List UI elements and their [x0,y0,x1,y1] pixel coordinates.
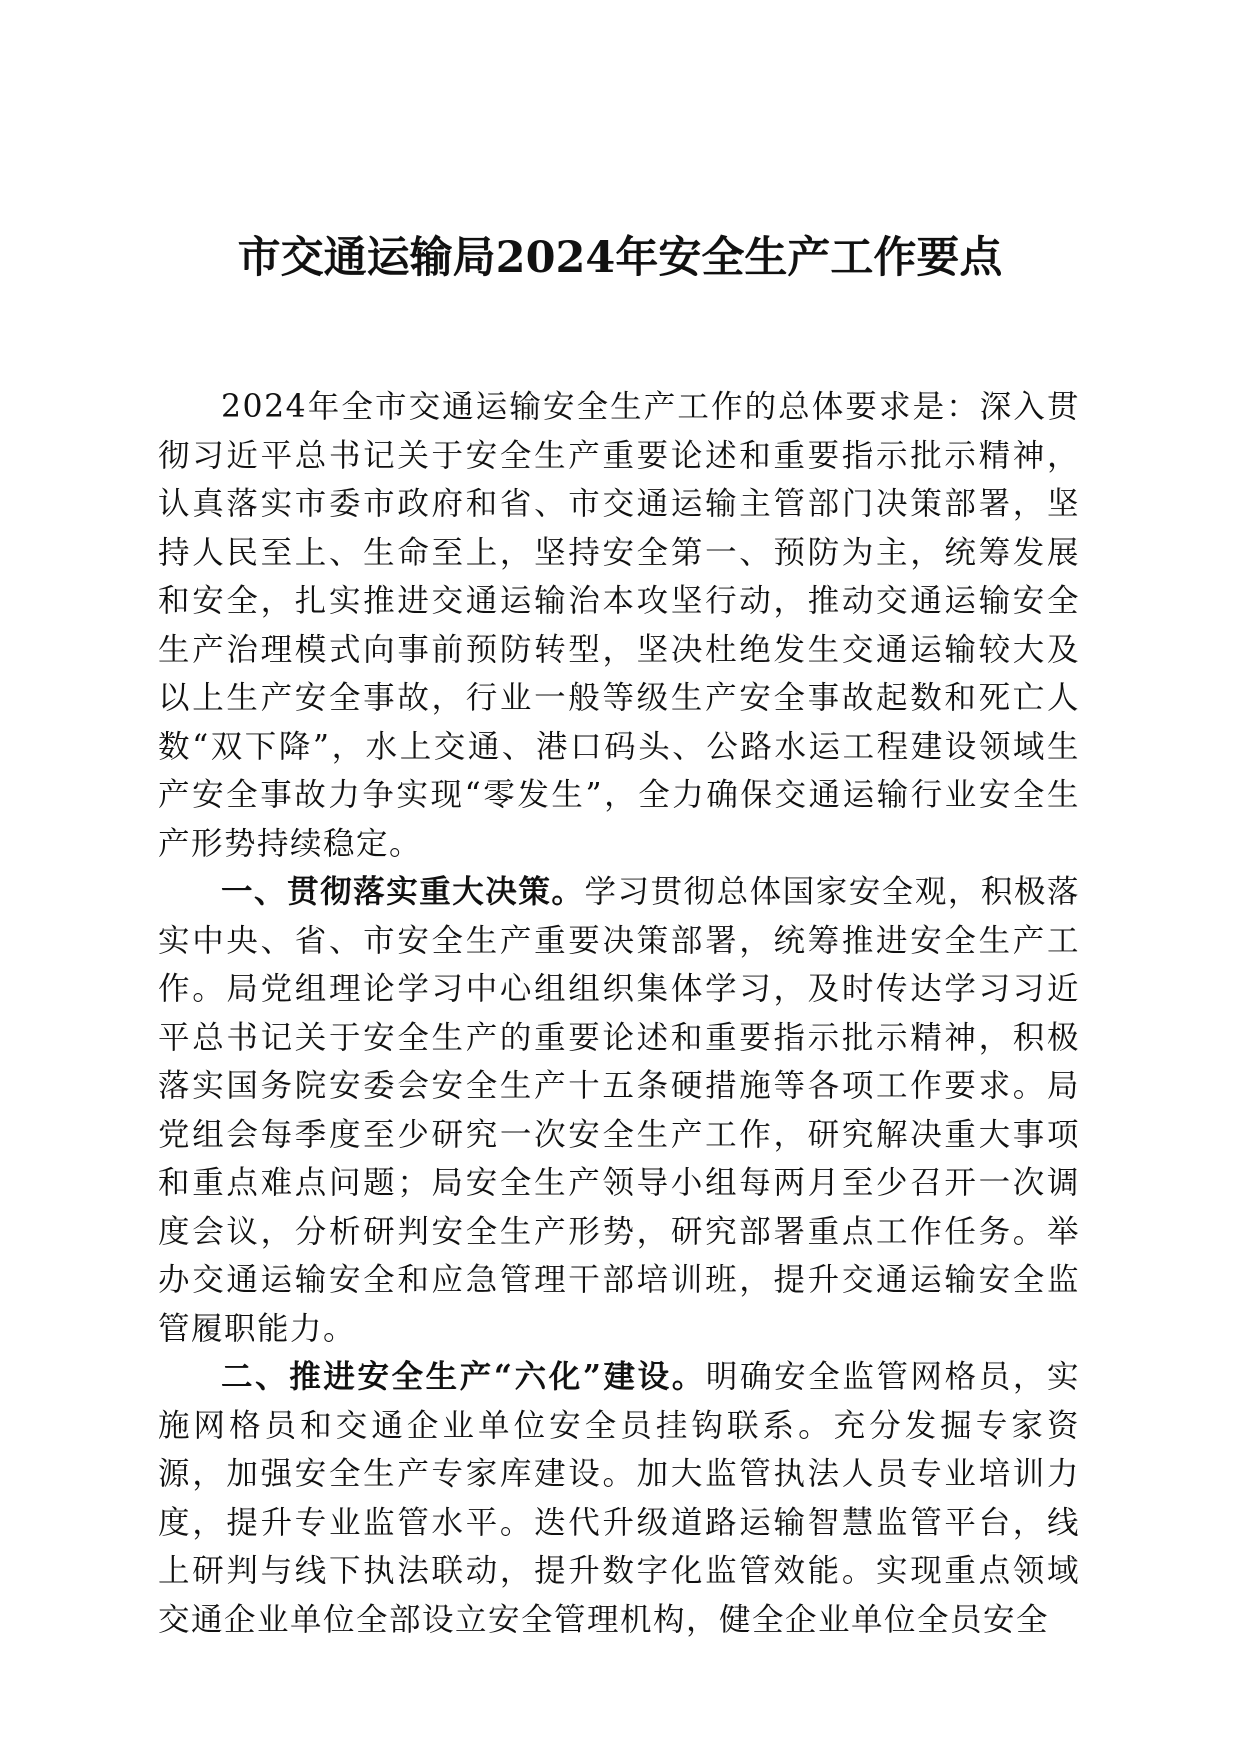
section-paragraph-2 [158,1353,1080,1644]
section-heading-1: 一、贯彻落实重大决策。 [221,873,585,910]
document-title: 市交通运输局2024年安全生产工作要点 [237,233,1003,283]
document-body [158,383,1080,1644]
section-paragraph-1 [158,868,1080,1353]
section-heading-2: 二、推进安全生产“六化”建设。 [221,1358,706,1395]
intro-paragraph: 2024年全市交通运输安全生产工作的总体要求是：深入贯彻习近平总书记关于安全生产重要论述和重要指示批示精神，认真落实市委市政府和省、市交通运输主管部门决策部署，坚持人民至上、生命至上，坚持安全第一、预防为主，统筹发展和安全，扎实推进交通运输治本攻坚行动，推动交通运输安全生产治理模式向事前预防转型，坚决杜绝发生交通运输较大及以上生产安全事故，行业一般等级生产安全事故起数和死亡人数“双下降”，水上交通、港口码头、公路水运工程建设领域生产安全事故力争实现“零发生”，全力确保交通运输行业安全生产形势持续稳定。 [158,389,1080,862]
section-text-1: 学习贯彻总体国家安全观，积极落实中央、省、市安全生产重要决策部署，统筹推进安全生产工作。局党组理论学习中心组组织集体学习，及时传达学习习近平总书记关于安全生产的重要论述和重要指示批示精神，积极落实国务院安委会安全生产十五条硬措施等各项工作要求。局党组会每季度至少研究一次安全生产工作，研究解决重大事项和重点难点问题；局安全生产领导小组每两月至少召开一次调度会议，分析研判安全生产形势，研究部署重点工作任务。举办交通运输安全和应急管理干部培训班，提升交通运输安全监管履职能力。 [158,874,1080,1347]
section-text-2: 明确安全监管网格员，实施网格员和交通企业单位安全员挂钩联系。充分发掘专家资源，加强安全生产专家库建设。加大监管执法人员专业培训力度，提升专业监管水平。迭代升级道路运输智慧监管平台，线上研判与线下执法联动，提升数字化监管效能。实现重点领域交通企业单位全部设立安全管理机构，健全企业单位全员安全 [158,1359,1080,1638]
